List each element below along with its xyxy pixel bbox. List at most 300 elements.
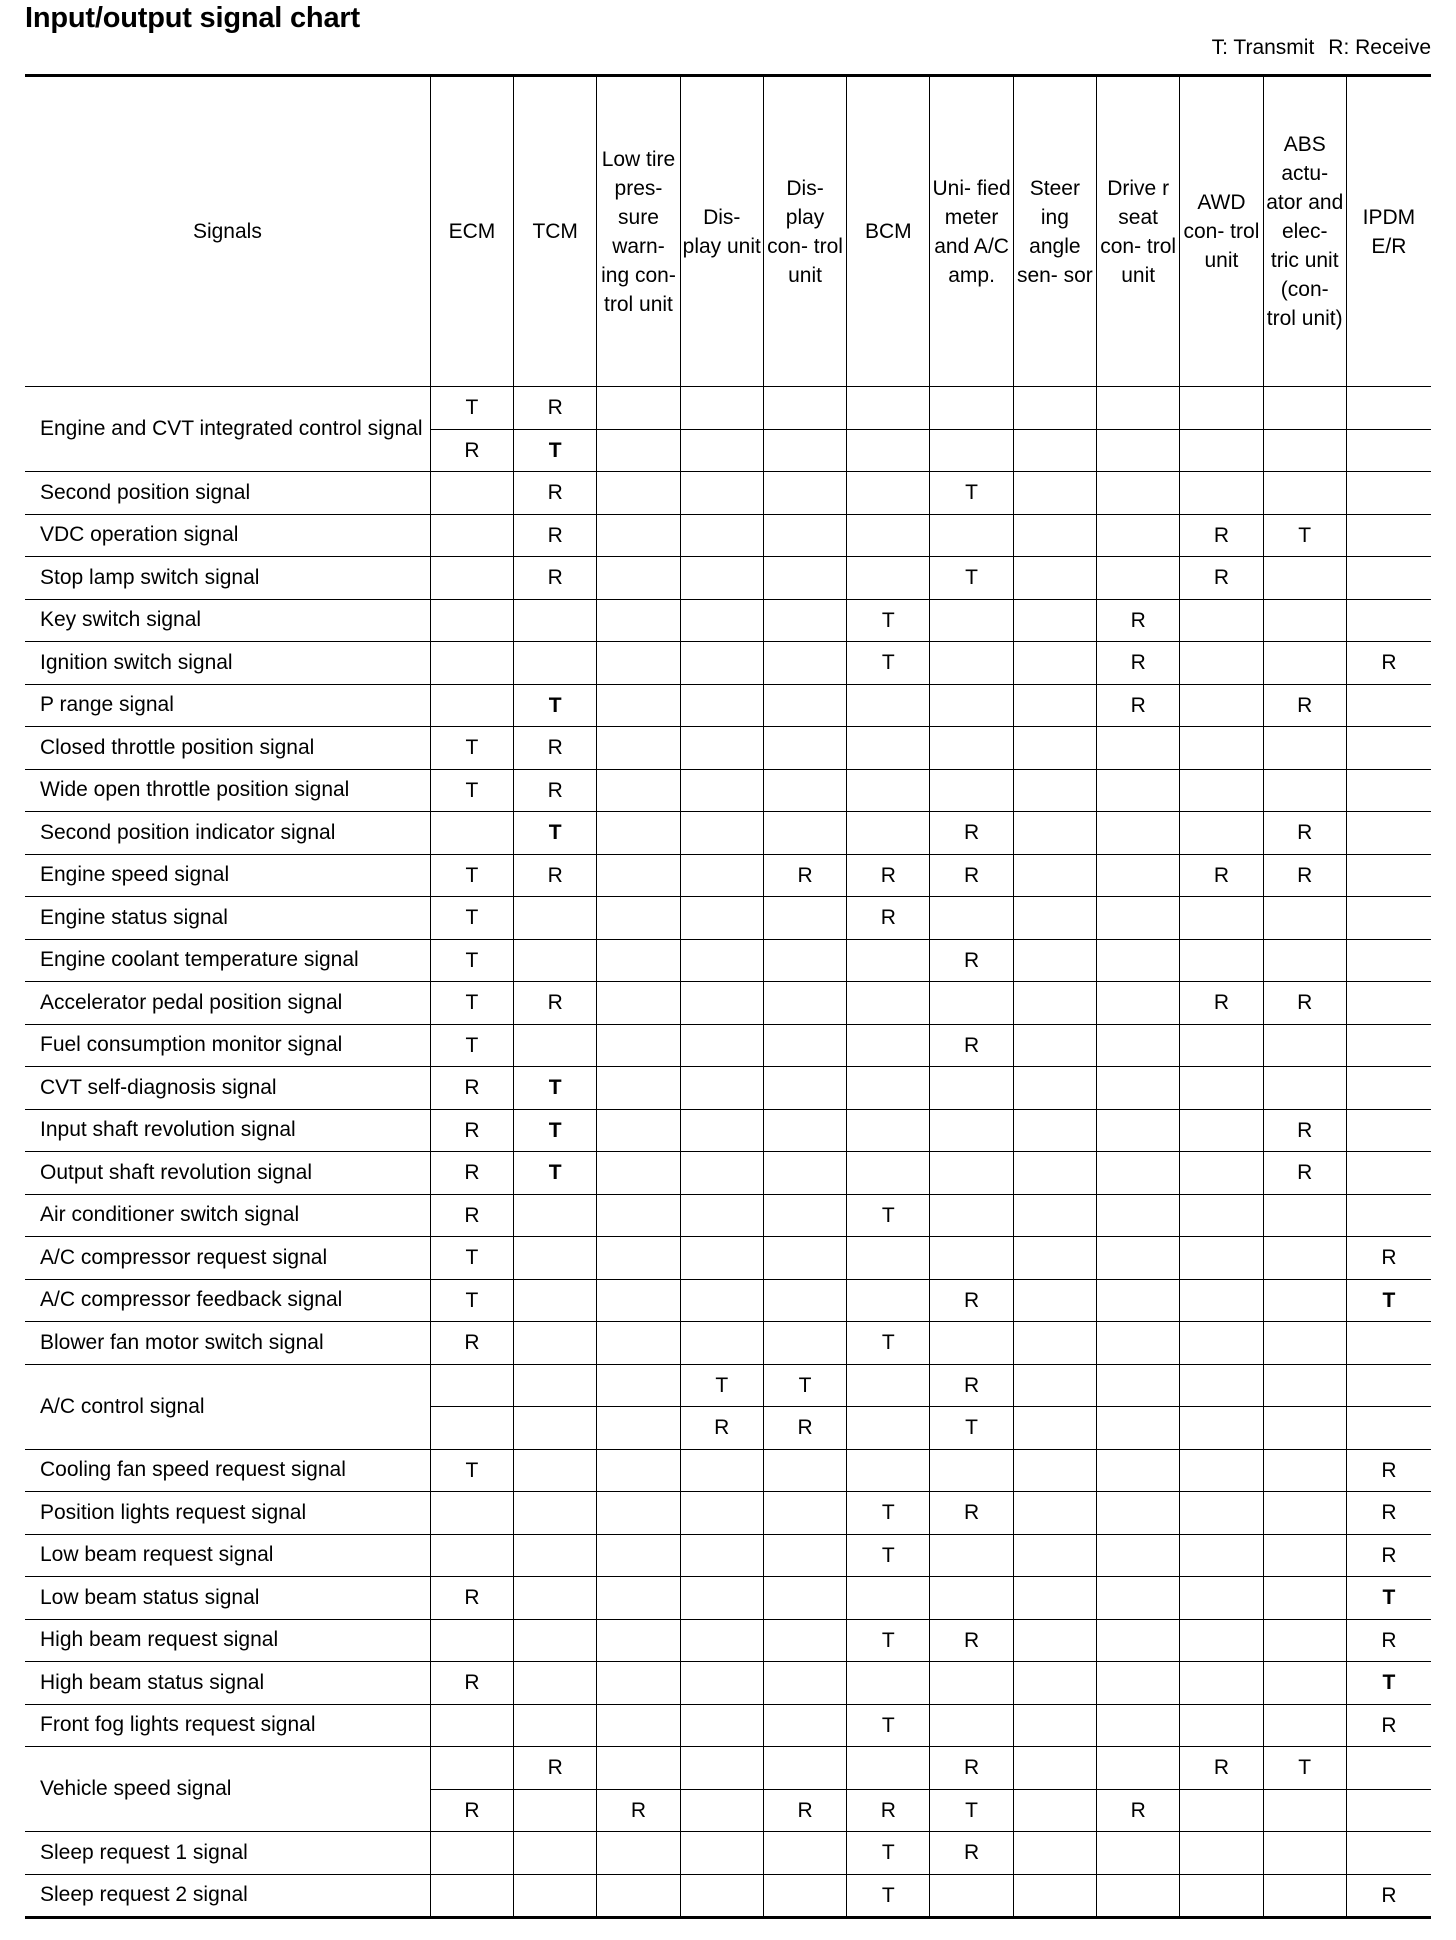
signal-cell: T (1346, 1279, 1431, 1322)
signal-cell: R (430, 1322, 513, 1365)
signal-cell (763, 1747, 846, 1790)
signal-cell (1180, 1577, 1263, 1620)
signal-cell (1097, 1279, 1180, 1322)
signal-cell (763, 472, 846, 515)
signal-cell (1263, 1067, 1346, 1110)
signal-cell (1346, 1152, 1431, 1195)
signal-cell (1097, 1832, 1180, 1875)
signal-cell (680, 1109, 763, 1152)
signal-cell (680, 599, 763, 642)
signal-cell (930, 599, 1013, 642)
legend-transmit: T: Transmit (1211, 36, 1315, 59)
signal-cell: R (930, 1832, 1013, 1875)
signal-cell (430, 1534, 513, 1577)
signal-cell (763, 1279, 846, 1322)
signal-cell (1263, 1577, 1346, 1620)
signal-cell (763, 1109, 846, 1152)
signal-cell: R (1346, 1704, 1431, 1747)
signal-cell: R (763, 1789, 846, 1832)
signal-cell (680, 1322, 763, 1365)
signal-cell (1346, 1194, 1431, 1237)
signal-cell: R (430, 1662, 513, 1705)
signal-cell (847, 1152, 930, 1195)
signal-cell: T (847, 642, 930, 685)
signal-cell: R (1180, 557, 1263, 600)
signal-cell (1263, 1279, 1346, 1322)
signal-cell (1346, 1832, 1431, 1875)
signal-cell (1013, 1492, 1096, 1535)
header-tcm: TCM (514, 76, 597, 387)
legend-receive: R: Receive (1328, 36, 1431, 59)
signal-name: Front fog lights request signal (25, 1704, 430, 1747)
signal-cell (1013, 429, 1096, 472)
signal-cell: T (847, 1874, 930, 1918)
signal-cell (680, 1874, 763, 1918)
signal-cell (597, 1492, 680, 1535)
signal-cell: R (430, 429, 513, 472)
signal-cell: R (1346, 1534, 1431, 1577)
signal-cell (1180, 1492, 1263, 1535)
signal-cell (763, 1577, 846, 1620)
signal-name: P range signal (25, 684, 430, 727)
signal-cell: R (430, 1109, 513, 1152)
signal-cell (430, 812, 513, 855)
signal-cell: R (1180, 1747, 1263, 1790)
table-row (25, 897, 1431, 940)
signal-cell (430, 514, 513, 557)
signal-cell (597, 1449, 680, 1492)
signal-name: Key switch signal (25, 599, 430, 642)
signal-cell (930, 1704, 1013, 1747)
signal-cell (514, 939, 597, 982)
signal-cell (763, 387, 846, 430)
signal-cell (1097, 1449, 1180, 1492)
signal-cell: R (930, 854, 1013, 897)
signal-cell (1180, 429, 1263, 472)
signal-cell (1346, 897, 1431, 940)
table-row (25, 1322, 1431, 1365)
signal-cell (847, 1449, 930, 1492)
page-title: Input/output signal chart (25, 2, 360, 34)
signal-cell (1180, 1024, 1263, 1067)
signal-cell: R (930, 1492, 1013, 1535)
signal-cell: T (1263, 1747, 1346, 1790)
signal-cell (597, 1109, 680, 1152)
signal-cell (763, 1534, 846, 1577)
signal-cell (763, 1619, 846, 1662)
signal-cell (763, 769, 846, 812)
signal-cell (1263, 557, 1346, 600)
signal-cell (680, 727, 763, 770)
signal-cell (1346, 1789, 1431, 1832)
signal-cell (847, 557, 930, 600)
signal-name: A/C compressor request signal (25, 1237, 430, 1280)
signal-cell (680, 1194, 763, 1237)
signal-cell (1263, 599, 1346, 642)
signal-cell (597, 1279, 680, 1322)
signal-name: Fuel consumption monitor signal (25, 1024, 430, 1067)
signal-cell (680, 1024, 763, 1067)
signal-cell (1263, 387, 1346, 430)
signal-cell: R (1263, 684, 1346, 727)
signal-cell (1180, 769, 1263, 812)
signal-cell (1013, 1109, 1096, 1152)
signal-cell (1097, 1237, 1180, 1280)
signal-cell (1180, 812, 1263, 855)
signal-cell (847, 1109, 930, 1152)
signal-cell (1180, 642, 1263, 685)
signal-cell (680, 939, 763, 982)
signal-cell: R (1346, 1619, 1431, 1662)
signal-cell (1180, 387, 1263, 430)
signal-cell (1013, 1024, 1096, 1067)
signal-cell (680, 387, 763, 430)
signal-cell (1346, 769, 1431, 812)
signal-cell (1013, 1407, 1096, 1450)
signal-cell (1346, 1407, 1431, 1450)
signal-cell (1013, 1832, 1096, 1875)
signal-cell (597, 1024, 680, 1067)
signal-cell: T (1263, 514, 1346, 557)
signal-cell: R (430, 1194, 513, 1237)
table-row (25, 472, 1431, 515)
signal-name: CVT self-diagnosis signal (25, 1067, 430, 1110)
signal-cell: R (1097, 642, 1180, 685)
signal-cell (597, 1704, 680, 1747)
signal-cell (597, 599, 680, 642)
signal-cell (514, 1619, 597, 1662)
signal-cell: R (1346, 1449, 1431, 1492)
signal-cell (430, 1364, 513, 1407)
signal-cell (1180, 1789, 1263, 1832)
table-row (25, 684, 1431, 727)
signal-cell (680, 1619, 763, 1662)
signal-cell (597, 1364, 680, 1407)
signal-cell (847, 387, 930, 430)
signal-cell: R (1263, 1109, 1346, 1152)
signal-cell (763, 1492, 846, 1535)
signal-cell (1097, 939, 1180, 982)
signal-name: A/C compressor feedback signal (25, 1279, 430, 1322)
signal-cell (930, 1577, 1013, 1620)
signal-cell (1180, 1534, 1263, 1577)
signal-cell (1346, 557, 1431, 600)
table-row (25, 1109, 1431, 1152)
signal-cell: T (514, 812, 597, 855)
legend (1212, 36, 1431, 60)
signal-name: Position lights request signal (25, 1492, 430, 1535)
signal-cell (514, 1364, 597, 1407)
signal-cell: T (430, 939, 513, 982)
signal-cell (1013, 684, 1096, 727)
signal-cell (930, 1322, 1013, 1365)
signal-cell (1263, 1407, 1346, 1450)
signal-cell: R (847, 897, 930, 940)
signal-cell (430, 1619, 513, 1662)
signal-cell (514, 1322, 597, 1365)
signal-cell (430, 1832, 513, 1875)
table-row (25, 1662, 1431, 1705)
signal-cell: R (1263, 854, 1346, 897)
signal-cell (1346, 1067, 1431, 1110)
signal-cell (847, 769, 930, 812)
signal-cell (1346, 472, 1431, 515)
signal-name: Input shaft revolution signal (25, 1109, 430, 1152)
signal-cell: T (430, 1024, 513, 1067)
signal-cell (1263, 1832, 1346, 1875)
signal-cell: T (514, 1067, 597, 1110)
signal-cell (1013, 514, 1096, 557)
signal-cell: T (514, 1152, 597, 1195)
signal-cell (763, 1832, 846, 1875)
signal-cell: R (514, 514, 597, 557)
signal-cell (763, 1152, 846, 1195)
signal-cell (1180, 1874, 1263, 1918)
signal-cell (514, 599, 597, 642)
signal-cell (1263, 1619, 1346, 1662)
signal-cell (1180, 1152, 1263, 1195)
signal-cell (930, 1237, 1013, 1280)
signal-cell: T (430, 727, 513, 770)
signal-cell (1013, 854, 1096, 897)
signal-cell (930, 1152, 1013, 1195)
table-row (25, 1704, 1431, 1747)
signal-cell: R (1263, 982, 1346, 1025)
signal-cell (1180, 897, 1263, 940)
header-signals: Signals (25, 76, 430, 387)
signal-cell: R (1097, 599, 1180, 642)
signal-cell (1180, 1067, 1263, 1110)
signal-cell: T (847, 1194, 930, 1237)
header-abs-actuator: ABS actu- ator and elec- tric unit (con- trol unit) (1263, 76, 1346, 387)
signal-name: Stop lamp switch signal (25, 557, 430, 600)
signal-cell (1097, 897, 1180, 940)
signal-cell (1097, 1704, 1180, 1747)
signal-cell (1013, 727, 1096, 770)
signal-cell (1097, 1662, 1180, 1705)
signal-cell: T (930, 557, 1013, 600)
signal-cell: T (847, 1619, 930, 1662)
signal-cell (1346, 982, 1431, 1025)
signal-name: Sleep request 1 signal (25, 1832, 430, 1875)
signal-cell (1180, 1704, 1263, 1747)
signal-cell (930, 769, 1013, 812)
signal-name: Low beam status signal (25, 1577, 430, 1620)
signal-cell (514, 1789, 597, 1832)
signal-cell (1180, 599, 1263, 642)
signal-cell (680, 684, 763, 727)
signal-cell (1013, 1237, 1096, 1280)
signal-cell (680, 1577, 763, 1620)
signal-cell (680, 472, 763, 515)
signal-cell (597, 1407, 680, 1450)
signal-cell (1346, 1364, 1431, 1407)
table-row (25, 727, 1431, 770)
signal-cell (680, 1492, 763, 1535)
signal-cell: R (514, 982, 597, 1025)
signal-cell (763, 1704, 846, 1747)
signal-cell (1346, 429, 1431, 472)
signal-cell (847, 514, 930, 557)
signal-cell (763, 812, 846, 855)
signal-cell: T (847, 1492, 930, 1535)
signal-cell: R (514, 854, 597, 897)
header-row (25, 76, 1431, 387)
signal-cell (680, 514, 763, 557)
signal-cell (1263, 727, 1346, 770)
signal-cell (597, 1619, 680, 1662)
signal-name: Engine and CVT integrated control signal (25, 387, 430, 472)
signal-cell (1013, 1704, 1096, 1747)
signal-cell (1013, 982, 1096, 1025)
signal-cell: R (1097, 1789, 1180, 1832)
signal-cell: T (430, 1279, 513, 1322)
table-body (25, 387, 1431, 1918)
signal-cell (930, 982, 1013, 1025)
signal-cell (1346, 854, 1431, 897)
signal-cell (514, 1024, 597, 1067)
signal-cell: R (514, 727, 597, 770)
table-row (25, 557, 1431, 600)
signal-cell: T (430, 854, 513, 897)
signal-cell (1346, 1747, 1431, 1790)
signal-cell (597, 387, 680, 430)
signal-cell (847, 1024, 930, 1067)
signal-cell (1013, 1194, 1096, 1237)
signal-cell (1263, 1322, 1346, 1365)
signal-cell (680, 1279, 763, 1322)
signal-cell: T (930, 1407, 1013, 1450)
signal-cell (930, 1874, 1013, 1918)
signal-cell (430, 1747, 513, 1790)
signal-cell (680, 812, 763, 855)
signal-name: High beam request signal (25, 1619, 430, 1662)
signal-cell (1180, 684, 1263, 727)
signal-cell (1097, 1194, 1180, 1237)
signal-cell (430, 1704, 513, 1747)
signal-cell (597, 1662, 680, 1705)
signal-cell (847, 812, 930, 855)
signal-name: Accelerator pedal position signal (25, 982, 430, 1025)
signal-cell (1013, 1662, 1096, 1705)
signal-cell (847, 1747, 930, 1790)
signal-cell: R (1180, 982, 1263, 1025)
signal-cell: T (1346, 1662, 1431, 1705)
signal-cell (1263, 1492, 1346, 1535)
signal-cell (1097, 1492, 1180, 1535)
signal-cell (1263, 429, 1346, 472)
signal-cell (1097, 1109, 1180, 1152)
signal-cell (1180, 472, 1263, 515)
signal-cell: R (930, 812, 1013, 855)
table-row (25, 1237, 1431, 1280)
signal-cell: R (514, 1747, 597, 1790)
header-low-tire-pressure-warning-control-unit: Low tire pres- sure warn- ing con- trol unit (597, 76, 680, 387)
signal-cell (680, 854, 763, 897)
table-row (25, 514, 1431, 557)
signal-cell (930, 1662, 1013, 1705)
signal-cell (847, 939, 930, 982)
signal-cell (1013, 1619, 1096, 1662)
signal-cell: T (930, 472, 1013, 515)
signal-cell (1263, 1449, 1346, 1492)
signal-cell (597, 472, 680, 515)
signal-cell (763, 557, 846, 600)
signal-cell: R (430, 1152, 513, 1195)
signal-cell: R (930, 1024, 1013, 1067)
signal-cell: T (847, 1704, 930, 1747)
signal-cell (1263, 1024, 1346, 1067)
signal-cell (1013, 642, 1096, 685)
signal-cell (430, 684, 513, 727)
signal-cell (597, 854, 680, 897)
signal-cell (1013, 1577, 1096, 1620)
signal-cell (1013, 1789, 1096, 1832)
signal-cell (1013, 1534, 1096, 1577)
signal-cell: R (847, 1789, 930, 1832)
signal-cell (1097, 514, 1180, 557)
signal-cell (680, 897, 763, 940)
header-unified-meter: Uni- fied meter and A/C amp. (930, 76, 1013, 387)
signal-cell (597, 1874, 680, 1918)
signal-cell (1013, 769, 1096, 812)
signal-name: Output shaft revolution signal (25, 1152, 430, 1195)
signal-cell (597, 1747, 680, 1790)
signal-cell (430, 472, 513, 515)
signal-cell: T (514, 429, 597, 472)
signal-cell: R (1346, 642, 1431, 685)
signal-cell (930, 1449, 1013, 1492)
signal-cell (930, 897, 1013, 940)
signal-cell (514, 897, 597, 940)
signal-cell (1013, 897, 1096, 940)
table-row (25, 599, 1431, 642)
signal-cell (680, 642, 763, 685)
signal-name: Engine coolant temperature signal (25, 939, 430, 982)
signal-cell (597, 557, 680, 600)
signal-cell (1346, 514, 1431, 557)
signal-cell (847, 1364, 930, 1407)
signal-cell (514, 1832, 597, 1875)
signal-cell (680, 1534, 763, 1577)
signal-cell (1097, 769, 1180, 812)
signal-cell (680, 429, 763, 472)
signal-cell (597, 514, 680, 557)
signal-cell (597, 684, 680, 727)
signal-cell (430, 1407, 513, 1450)
signal-cell (1097, 1407, 1180, 1450)
signal-cell (1346, 1109, 1431, 1152)
signal-cell (680, 1662, 763, 1705)
signal-cell (1180, 1237, 1263, 1280)
signal-cell (514, 1534, 597, 1577)
signal-cell (1097, 1747, 1180, 1790)
signal-cell (1097, 1577, 1180, 1620)
signal-cell (597, 769, 680, 812)
signal-cell (430, 1492, 513, 1535)
table-row (25, 1874, 1431, 1918)
signal-cell (930, 727, 1013, 770)
signal-cell (1263, 769, 1346, 812)
signal-cell (763, 1194, 846, 1237)
signal-cell: R (847, 854, 930, 897)
signal-cell: T (430, 1237, 513, 1280)
signal-name: A/C control signal (25, 1364, 430, 1449)
signal-cell (1013, 1279, 1096, 1322)
signal-cell (1180, 1279, 1263, 1322)
signal-name: Air conditioner switch signal (25, 1194, 430, 1237)
signal-cell (1097, 812, 1180, 855)
